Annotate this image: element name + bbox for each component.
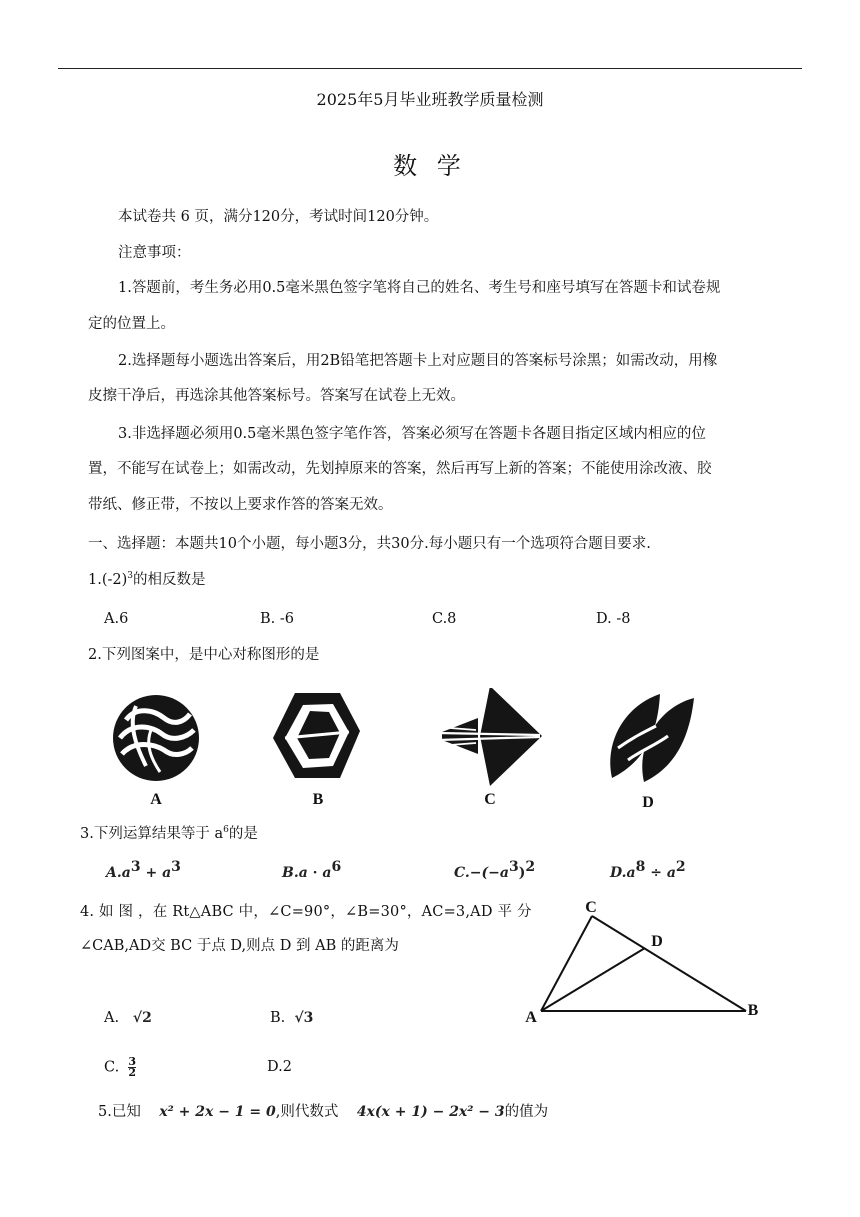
- equation-1: x² + 2x − 1 = 0: [159, 1104, 276, 1120]
- point-d-label: D: [651, 933, 663, 950]
- note-3-line-3: 带纸、修正带，不按以上要求作答的答案无效。: [88, 497, 393, 513]
- fraction-three-halves: $\frac{3}{2}$: [128, 1055, 137, 1079]
- question-5-stem: 5.已知 x² + 2x − 1 = 0,则代数式 4x(x + 1) − 2x² − 3的值为: [98, 1104, 549, 1120]
- figure-b-label: B: [312, 791, 324, 808]
- figure-c-label: C: [484, 791, 496, 808]
- note-3-line-2: 置，不能写在试卷上；如需改动，先划掉原来的答案，然后再写上新的答案；不能使用涂改液、胶: [88, 461, 712, 477]
- point-c-label: C: [585, 899, 597, 916]
- figure-a-sphere: [113, 695, 199, 781]
- subject-title: 数 学: [393, 152, 467, 180]
- section-1-title: 一、选择题：本题共10个小题，每小题3分，共30分.每小题只有一个选项符合题目要求.: [88, 536, 651, 552]
- top-rule: [58, 68, 802, 69]
- question-4-stem-line-2: ∠CAB,AD交 BC 于点 D,则点 D 到 AB 的距离为: [80, 938, 399, 954]
- note-1-line-2: 定的位置上。: [88, 316, 175, 332]
- q4-option-c: C. $\frac{3}{2}$: [104, 1055, 137, 1079]
- q3-option-a: $A.a^3 + a^3$: [106, 859, 181, 881]
- q3-option-c: $C.-(-a^3)^2$: [454, 859, 536, 881]
- expression-2: 4x(x + 1) − 2x² − 3: [356, 1104, 505, 1120]
- figure-d-label: D: [642, 794, 654, 811]
- q4-option-b: B. √3: [270, 1010, 314, 1026]
- notice-title: 注意事项：: [118, 245, 191, 261]
- point-b-label: B: [747, 1002, 759, 1019]
- q4-option-d: D.2: [267, 1059, 292, 1075]
- figure-d-leaves: [610, 694, 694, 782]
- q1-option-a: A.6: [104, 611, 129, 627]
- figure-c-kite: [438, 688, 542, 786]
- figure-b-hexagon: [273, 693, 360, 778]
- note-2-line-2: 皮擦干净后，再选涂其他答案标号。答案写在试卷上无效。: [88, 388, 465, 404]
- q1-option-d: D. -8: [596, 611, 631, 627]
- question-3-stem: 3.下列运算结果等于 $a^6$的是: [80, 825, 258, 842]
- q4-triangle-figure: [520, 897, 770, 1027]
- question-1-stem: $1.(-2)^3$的相反数是: [88, 571, 206, 588]
- exam-title: 2025年5月毕业班教学质量检测: [316, 90, 544, 109]
- q3-option-b: $B.a \cdot a^6$: [282, 859, 342, 881]
- q4-option-a: A. √2: [104, 1010, 152, 1026]
- note-1-line-1: 1.答题前，考生务必用0.5毫米黑色签字笔将自己的姓名、考生号和座号填写在答题卡和试卷规: [118, 280, 721, 296]
- point-a-label: A: [525, 1009, 537, 1026]
- note-2-line-1: 2.选择题每小题选出答案后，用2B铅笔把答题卡上对应题目的答案标号涂黑；如需改动，用橡: [118, 353, 718, 369]
- q3-option-d: $D.a^8 \div a^2$: [610, 859, 686, 881]
- question-2-stem: 2.下列图案中，是中心对称图形的是: [88, 647, 320, 663]
- q2-figures: [100, 688, 710, 788]
- figure-a-label: A: [150, 791, 162, 808]
- q1-option-b: B. -6: [260, 611, 294, 627]
- note-3-line-1: 3.非选择题必须用0.5毫米黑色签字笔作答，答案必须写在答题卡各题目指定区域内相应的位: [118, 426, 706, 442]
- question-4-stem-line-1: 4. 如 图 ，在 Rt△ABC 中，∠C=90°，∠B=30°，AC=3,AD 平 分: [80, 904, 532, 920]
- exam-summary: 本试卷共 6 页，满分120分，考试时间120分钟。: [118, 209, 439, 225]
- q1-option-c: C.8: [432, 611, 457, 627]
